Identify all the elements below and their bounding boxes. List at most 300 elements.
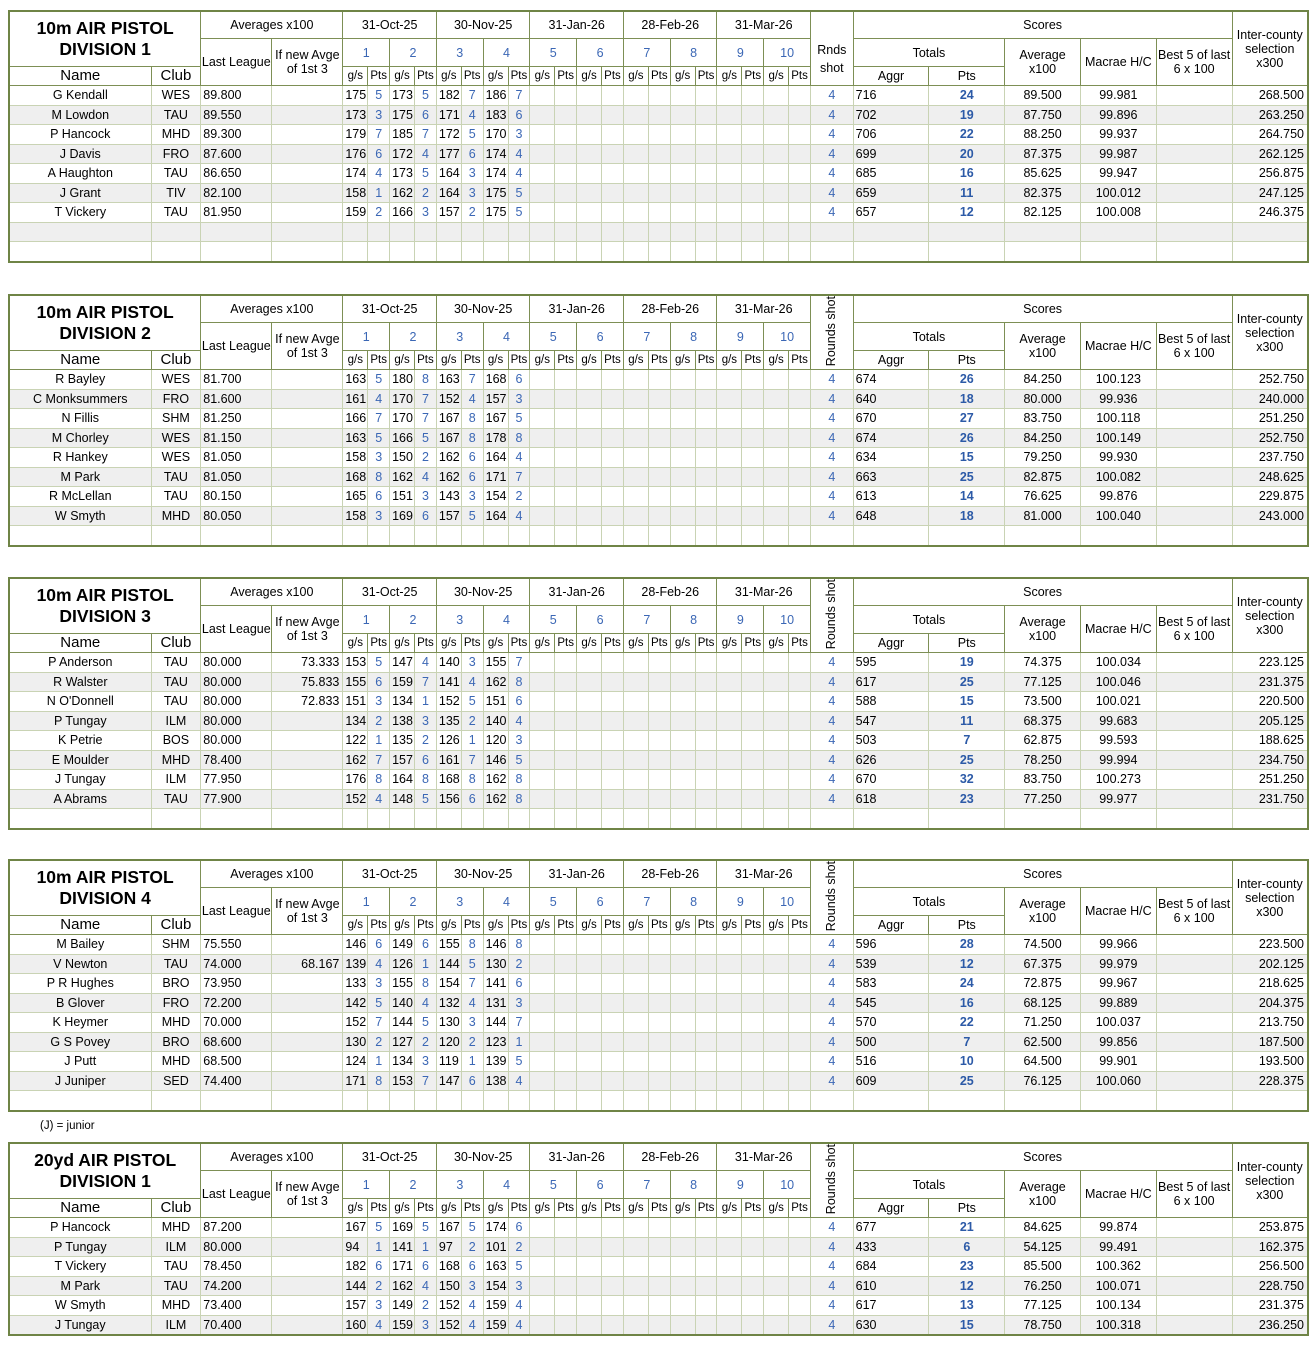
- if-new-avg: [272, 731, 343, 751]
- gross-score: 175: [390, 105, 415, 125]
- rounds-shot: 4: [811, 1315, 854, 1335]
- empty-score-cell: [695, 1257, 717, 1277]
- empty-score-cell: [530, 1218, 555, 1238]
- round-number: 6: [577, 1171, 624, 1199]
- gs-header: g/s: [764, 67, 789, 86]
- average-x100: 85.625: [1005, 164, 1081, 184]
- intercounty-value: 252.750: [1232, 428, 1308, 448]
- round-points: 6: [508, 692, 530, 712]
- round-points: 1: [414, 692, 436, 712]
- empty-score-cell: [648, 672, 670, 692]
- gs-header: g/s: [764, 916, 789, 935]
- round-number: 7: [623, 888, 670, 916]
- pts-header: Pts: [648, 634, 670, 653]
- if-new-avg: [272, 935, 343, 955]
- intercounty-value: 231.375: [1232, 672, 1308, 692]
- blank-cell: [853, 222, 929, 242]
- empty-score-cell: [742, 1237, 764, 1257]
- macrae-hc: 99.930: [1080, 448, 1156, 468]
- totals-header: Totals: [853, 606, 1005, 634]
- empty-score-cell: [648, 428, 670, 448]
- best5-value: [1156, 203, 1232, 223]
- gross-score: 140: [390, 993, 415, 1013]
- round-points: 4: [508, 448, 530, 468]
- table-row: [9, 1237, 1308, 1257]
- gross-score: 123: [483, 1032, 508, 1052]
- gross-score: 120: [483, 731, 508, 751]
- empty-score-cell: [530, 467, 555, 487]
- empty-score-cell: [789, 203, 811, 223]
- empty-score-cell: [670, 389, 695, 409]
- macrae-hc: 99.876: [1080, 487, 1156, 507]
- average-x100: 78.250: [1005, 750, 1081, 770]
- round-points: 6: [508, 370, 530, 390]
- best5-value: [1156, 428, 1232, 448]
- gs-header: g/s: [717, 916, 742, 935]
- empty-score-cell: [602, 672, 624, 692]
- gross-score: 160: [343, 1315, 368, 1335]
- average-x100: 82.875: [1005, 467, 1081, 487]
- aggregate: 583: [853, 974, 929, 994]
- average-x100: 82.125: [1005, 203, 1081, 223]
- gross-score: 182: [343, 1257, 368, 1277]
- total-points: 20: [929, 144, 1005, 164]
- shooter-name: G S Povey: [9, 1032, 151, 1052]
- empty-score-cell: [764, 954, 789, 974]
- round-points: 5: [508, 1052, 530, 1072]
- gross-score: 167: [436, 409, 461, 429]
- empty-score-cell: [670, 1071, 695, 1091]
- club-code: ILM: [151, 1237, 201, 1257]
- empty-score-cell: [695, 370, 717, 390]
- empty-score-cell: [648, 1276, 670, 1296]
- average-x100: 79.250: [1005, 448, 1081, 468]
- empty-score-cell: [695, 203, 717, 223]
- if-new-header: If new Avge of 1st 3: [272, 888, 343, 935]
- aggregate: 630: [853, 1315, 929, 1335]
- empty-score-cell: [623, 1052, 648, 1072]
- rounds-shot: 4: [811, 711, 854, 731]
- gross-score: 154: [483, 487, 508, 507]
- gross-score: 172: [390, 144, 415, 164]
- round-points: 8: [508, 770, 530, 790]
- blank-cell: [151, 526, 201, 546]
- division-title: [9, 11, 201, 67]
- averages-header: Averages x100: [201, 1143, 343, 1171]
- best5-value: [1156, 183, 1232, 203]
- round-number: 8: [670, 888, 717, 916]
- total-points: 18: [929, 506, 1005, 526]
- total-pts-header: Pts: [929, 916, 1005, 935]
- empty-score-cell: [717, 1276, 742, 1296]
- best5-value: [1156, 467, 1232, 487]
- empty-score-cell: [602, 1052, 624, 1072]
- round-points: 7: [368, 409, 390, 429]
- gross-score: 141: [390, 1237, 415, 1257]
- pts-header: Pts: [742, 1199, 764, 1218]
- average-x100: 76.250: [1005, 1276, 1081, 1296]
- blank-cell: [623, 222, 648, 242]
- round-points: 1: [461, 731, 483, 751]
- round-points: 6: [461, 1257, 483, 1277]
- if-new-avg: [272, 789, 343, 809]
- round-points: 4: [508, 506, 530, 526]
- empty-score-cell: [695, 1071, 717, 1091]
- blank-cell: [929, 1091, 1005, 1111]
- club-code: TAU: [151, 487, 201, 507]
- gross-score: 164: [483, 506, 508, 526]
- total-points: 12: [929, 203, 1005, 223]
- gs-header: g/s: [483, 1199, 508, 1218]
- last-league-avg: 80.000: [201, 672, 272, 692]
- gross-score: 130: [343, 1032, 368, 1052]
- empty-score-cell: [695, 144, 717, 164]
- round-points: 4: [508, 144, 530, 164]
- total-points: 19: [929, 105, 1005, 125]
- empty-score-cell: [789, 1218, 811, 1238]
- gs-header: g/s: [436, 351, 461, 370]
- last-league-avg: 81.700: [201, 370, 272, 390]
- empty-score-cell: [695, 1013, 717, 1033]
- pts-header: Pts: [461, 67, 483, 86]
- blank-cell: [9, 809, 151, 829]
- empty-score-cell: [555, 974, 577, 994]
- round-points: 4: [508, 1296, 530, 1316]
- empty-score-cell: [789, 1315, 811, 1335]
- pts-header: Pts: [461, 634, 483, 653]
- macrae-header: Macrae H/C: [1080, 1171, 1156, 1218]
- aggregate: 547: [853, 711, 929, 731]
- empty-score-cell: [695, 1218, 717, 1238]
- empty-score-cell: [602, 428, 624, 448]
- aggregate: 648: [853, 506, 929, 526]
- round-points: 3: [414, 203, 436, 223]
- blank-cell: [1156, 1091, 1232, 1111]
- macrae-hc: 99.987: [1080, 144, 1156, 164]
- blank-cell: [151, 1091, 201, 1111]
- pts-header: Pts: [414, 351, 436, 370]
- total-points: 7: [929, 1032, 1005, 1052]
- empty-score-cell: [602, 750, 624, 770]
- best5-value: [1156, 974, 1232, 994]
- average-x100: 77.250: [1005, 789, 1081, 809]
- date-header: 30-Nov-25: [436, 578, 530, 606]
- round-points: 3: [368, 1296, 390, 1316]
- last-league-avg: 78.400: [201, 750, 272, 770]
- best5-header: Best 5 of last 6 x 100: [1156, 1171, 1232, 1218]
- average-x100: 80.000: [1005, 389, 1081, 409]
- if-new-avg: [272, 1237, 343, 1257]
- empty-score-cell: [717, 487, 742, 507]
- round-number: 7: [623, 323, 670, 351]
- last-league-avg: 82.100: [201, 183, 272, 203]
- averages-header: Averages x100: [201, 295, 343, 323]
- empty-score-cell: [789, 1237, 811, 1257]
- blank-cell: [1005, 222, 1081, 242]
- table-row: [9, 1218, 1308, 1238]
- aggregate: 516: [853, 1052, 929, 1072]
- blank-cell: [648, 1091, 670, 1111]
- gross-score: 151: [343, 692, 368, 712]
- gross-score: 167: [436, 428, 461, 448]
- gs-header: g/s: [390, 916, 415, 935]
- average-x100: 78.750: [1005, 1315, 1081, 1335]
- empty-score-cell: [695, 164, 717, 184]
- empty-score-cell: [670, 428, 695, 448]
- empty-score-cell: [789, 954, 811, 974]
- empty-score-cell: [530, 731, 555, 751]
- gs-header: g/s: [483, 916, 508, 935]
- empty-score-cell: [602, 1218, 624, 1238]
- gross-score: 168: [436, 1257, 461, 1277]
- round-number: 2: [390, 888, 437, 916]
- gross-score: 166: [390, 203, 415, 223]
- empty-score-cell: [764, 1218, 789, 1238]
- intercounty-value: 231.375: [1232, 1296, 1308, 1316]
- empty-score-cell: [555, 954, 577, 974]
- empty-score-cell: [623, 487, 648, 507]
- last-league-avg: 80.000: [201, 692, 272, 712]
- gs-header: g/s: [764, 1199, 789, 1218]
- empty-score-cell: [577, 954, 602, 974]
- blank-cell: [555, 242, 577, 262]
- macrae-hc: 100.060: [1080, 1071, 1156, 1091]
- round-points: 4: [368, 389, 390, 409]
- blank-cell: [717, 526, 742, 546]
- club-code: TAU: [151, 954, 201, 974]
- blank-cell: [929, 222, 1005, 242]
- pts-header: Pts: [648, 67, 670, 86]
- average-x100: 84.250: [1005, 370, 1081, 390]
- table-row: [9, 409, 1308, 429]
- table-row: [9, 692, 1308, 712]
- gross-score: 131: [483, 993, 508, 1013]
- blank-cell: [602, 526, 624, 546]
- club-code: MHD: [151, 750, 201, 770]
- empty-score-cell: [670, 1296, 695, 1316]
- gross-score: 157: [436, 203, 461, 223]
- club-code: BRO: [151, 974, 201, 994]
- round-points: 2: [461, 711, 483, 731]
- empty-score-cell: [602, 1237, 624, 1257]
- gross-score: 159: [390, 672, 415, 692]
- club-code: MHD: [151, 1296, 201, 1316]
- empty-score-cell: [623, 692, 648, 712]
- aggr-header: Aggr: [853, 351, 929, 370]
- total-pts-header: Pts: [929, 634, 1005, 653]
- empty-score-cell: [742, 370, 764, 390]
- rounds-shot: 4: [811, 731, 854, 751]
- blank-cell: [201, 526, 272, 546]
- empty-score-cell: [695, 974, 717, 994]
- empty-score-cell: [577, 789, 602, 809]
- round-points: 5: [508, 183, 530, 203]
- blank-cell: [461, 242, 483, 262]
- empty-score-cell: [648, 789, 670, 809]
- empty-score-cell: [555, 487, 577, 507]
- best5-value: [1156, 144, 1232, 164]
- empty-score-cell: [764, 653, 789, 673]
- last-league-avg: 81.950: [201, 203, 272, 223]
- division-title-line2: DIVISION 1: [59, 1171, 151, 1192]
- pts-header: Pts: [648, 1199, 670, 1218]
- rounds-shot-label: Rounds shot: [824, 1144, 839, 1215]
- empty-score-cell: [555, 993, 577, 1013]
- empty-score-cell: [670, 974, 695, 994]
- round-points: 4: [368, 1315, 390, 1335]
- gross-score: 162: [483, 672, 508, 692]
- empty-score-cell: [577, 993, 602, 1013]
- gross-score: 94: [343, 1237, 368, 1257]
- macrae-hc: 100.046: [1080, 672, 1156, 692]
- table-row: [9, 789, 1308, 809]
- empty-score-cell: [789, 1276, 811, 1296]
- round-points: 4: [461, 1315, 483, 1335]
- empty-score-cell: [602, 692, 624, 712]
- gross-score: 139: [483, 1052, 508, 1072]
- gross-score: 171: [390, 1257, 415, 1277]
- blank-cell: [764, 526, 789, 546]
- intercounty-header: Inter-county selection x300: [1232, 860, 1308, 935]
- empty-score-cell: [670, 653, 695, 673]
- empty-score-cell: [623, 672, 648, 692]
- empty-score-cell: [602, 203, 624, 223]
- macrae-header: Macrae H/C: [1080, 606, 1156, 653]
- aggregate: 433: [853, 1237, 929, 1257]
- empty-score-cell: [742, 711, 764, 731]
- last-league-avg: 78.450: [201, 1257, 272, 1277]
- empty-score-cell: [670, 164, 695, 184]
- last-league-avg: 80.000: [201, 731, 272, 751]
- empty-score-cell: [670, 467, 695, 487]
- blank-cell: [602, 809, 624, 829]
- blank-cell: [483, 242, 508, 262]
- blank-cell: [151, 242, 201, 262]
- round-points: 2: [414, 448, 436, 468]
- round-points: 3: [461, 1276, 483, 1296]
- empty-score-cell: [717, 974, 742, 994]
- date-header: 30-Nov-25: [436, 860, 530, 888]
- empty-score-cell: [602, 1071, 624, 1091]
- empty-score-cell: [695, 935, 717, 955]
- blank-cell: [414, 1091, 436, 1111]
- empty-score-cell: [742, 183, 764, 203]
- if-new-avg: [272, 1071, 343, 1091]
- average-header: Average x100: [1005, 1171, 1081, 1218]
- total-points: 27: [929, 409, 1005, 429]
- round-points: 1: [368, 731, 390, 751]
- last-league-avg: 89.550: [201, 105, 272, 125]
- round-number: 8: [670, 39, 717, 67]
- blank-cell: [343, 809, 368, 829]
- round-number: 8: [670, 1171, 717, 1199]
- shooter-name: J Tungay: [9, 1315, 151, 1335]
- empty-score-cell: [670, 203, 695, 223]
- empty-score-cell: [717, 731, 742, 751]
- shooter-name: J Davis: [9, 144, 151, 164]
- empty-score-cell: [789, 974, 811, 994]
- table-row: [9, 428, 1308, 448]
- gross-score: 155: [436, 935, 461, 955]
- pts-header: Pts: [368, 67, 390, 86]
- blank-cell: [695, 526, 717, 546]
- empty-score-cell: [555, 86, 577, 106]
- pts-header: Pts: [695, 634, 717, 653]
- intercounty-value: 251.250: [1232, 409, 1308, 429]
- empty-score-cell: [789, 125, 811, 145]
- macrae-hc: 99.491: [1080, 1237, 1156, 1257]
- date-header: 30-Nov-25: [436, 1143, 530, 1171]
- gross-score: 150: [390, 448, 415, 468]
- if-new-header: If new Avge of 1st 3: [272, 1171, 343, 1218]
- intercounty-value: 187.500: [1232, 1032, 1308, 1052]
- empty-score-cell: [530, 974, 555, 994]
- round-points: 5: [461, 1218, 483, 1238]
- blank-cell: [602, 222, 624, 242]
- gross-score: 135: [390, 731, 415, 751]
- division-title: [9, 578, 201, 634]
- last-league-avg: 68.500: [201, 1052, 272, 1072]
- empty-score-cell: [577, 370, 602, 390]
- macrae-hc: 100.118: [1080, 409, 1156, 429]
- best5-header: Best 5 of last 6 x 100: [1156, 606, 1232, 653]
- club-code: MHD: [151, 1218, 201, 1238]
- empty-score-cell: [695, 954, 717, 974]
- blank-cell: [436, 809, 461, 829]
- empty-score-cell: [695, 86, 717, 106]
- best5-value: [1156, 125, 1232, 145]
- table-row: [9, 653, 1308, 673]
- average-x100: 77.125: [1005, 1296, 1081, 1316]
- empty-score-cell: [623, 125, 648, 145]
- table-row: [9, 448, 1308, 468]
- empty-score-cell: [602, 653, 624, 673]
- gross-score: 166: [390, 428, 415, 448]
- round-points: 7: [508, 1013, 530, 1033]
- blank-cell: [623, 1091, 648, 1111]
- gross-score: 150: [436, 1276, 461, 1296]
- header-row-dates: [9, 578, 1308, 606]
- average-x100: 68.125: [1005, 993, 1081, 1013]
- empty-score-cell: [742, 692, 764, 712]
- average-x100: 73.500: [1005, 692, 1081, 712]
- empty-score-cell: [717, 672, 742, 692]
- gross-score: 168: [343, 467, 368, 487]
- empty-score-cell: [602, 448, 624, 468]
- empty-score-cell: [602, 1032, 624, 1052]
- empty-score-cell: [648, 750, 670, 770]
- blank-cell: [436, 1091, 461, 1111]
- blank-cell: [742, 809, 764, 829]
- gross-score: 161: [343, 389, 368, 409]
- aggregate: 702: [853, 105, 929, 125]
- gross-score: 162: [483, 789, 508, 809]
- empty-score-cell: [623, 164, 648, 184]
- pts-header: Pts: [742, 634, 764, 653]
- empty-score-cell: [670, 86, 695, 106]
- empty-score-cell: [764, 789, 789, 809]
- shooter-name: A Abrams: [9, 789, 151, 809]
- intercounty-value: 268.500: [1232, 86, 1308, 106]
- shooter-name: M Park: [9, 467, 151, 487]
- intercounty-value: 243.000: [1232, 506, 1308, 526]
- round-number: 6: [577, 323, 624, 351]
- round-points: 4: [461, 672, 483, 692]
- blank-cell: [853, 242, 929, 262]
- empty-score-cell: [530, 1237, 555, 1257]
- empty-score-cell: [695, 467, 717, 487]
- shooter-name: R McLellan: [9, 487, 151, 507]
